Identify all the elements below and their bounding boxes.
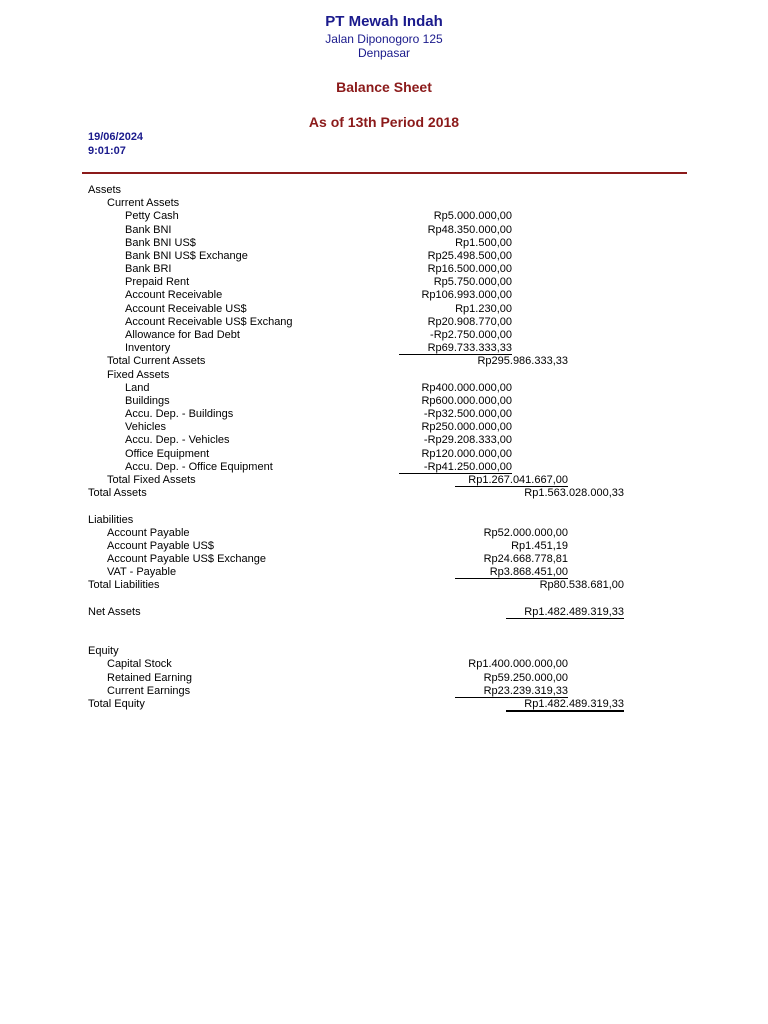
subtotal-underline (455, 578, 568, 579)
subtotal-underline (506, 618, 624, 619)
line-label: Account Payable US$ (107, 539, 215, 552)
line-label: Land (125, 381, 150, 394)
line-label: Allowance for Bad Debt (125, 328, 240, 341)
line-label: Accu. Dep. - Buildings (125, 408, 234, 421)
line-label: Current Earnings (107, 684, 191, 697)
line-label: Bank BNI US$ (125, 236, 196, 249)
print-date: 19/06/2024 (88, 131, 144, 143)
line-amount: Rp1.500,00 (455, 236, 512, 249)
line-amount: Rp3.868.451,00 (489, 566, 568, 579)
line-label: Bank BNI US$ Exchange (125, 249, 248, 262)
line-amount: Rp16.500.000,00 (427, 263, 512, 276)
line-label: Fixed Assets (107, 368, 170, 381)
line-amount: Rp5.750.000,00 (433, 276, 512, 289)
line-label: Accu. Dep. - Vehicles (125, 434, 230, 447)
line-label: Account Receivable US$ Exchang (125, 315, 293, 328)
subtotal-underline (399, 354, 512, 355)
line-amount: Rp400.000.000,00 (421, 381, 512, 394)
line-label: Office Equipment (125, 447, 210, 460)
line-label: Vehicles (125, 421, 166, 434)
line-label: Prepaid Rent (125, 276, 190, 289)
line-label: Account Payable (107, 526, 190, 539)
line-amount: Rp250.000.000,00 (421, 421, 512, 434)
line-label: Total Equity (88, 698, 145, 711)
line-amount: Rp120.000.000,00 (421, 447, 512, 460)
line-amount: Rp1.482.489.319,33 (524, 605, 624, 618)
line-amount: Rp59.250.000,00 (483, 671, 568, 684)
double-underline (506, 710, 624, 712)
subtotal-underline (455, 697, 568, 698)
line-label: Assets (88, 184, 122, 196)
line-amount: -Rp41.250.000,00 (423, 460, 512, 473)
line-label: Account Receivable US$ (125, 302, 247, 315)
line-amount: Rp69.733.333,33 (427, 342, 512, 355)
line-amount: Rp24.668.778,81 (483, 553, 568, 566)
line-label: Account Payable US$ Exchange (107, 553, 266, 566)
line-label: Total Liabilities (88, 579, 160, 592)
line-amount: Rp295.986.333,33 (477, 355, 568, 368)
line-label: Total Current Assets (107, 355, 206, 368)
line-label: Inventory (125, 342, 171, 355)
line-label: Accu. Dep. - Office Equipment (125, 460, 273, 473)
line-label: Bank BNI (125, 223, 172, 236)
line-amount: -Rp32.500.000,00 (423, 408, 512, 421)
line-amount: Rp23.239.319,33 (483, 684, 568, 697)
line-label: VAT - Payable (107, 566, 177, 579)
line-label: Net Assets (88, 605, 141, 618)
line-label: Total Assets (88, 487, 147, 500)
line-amount: Rp52.000.000,00 (483, 526, 568, 539)
address-line-1: Jalan Diponogoro 125 (325, 32, 443, 46)
print-time: 9:01:07 (88, 145, 126, 157)
line-amount: Rp1.230,00 (455, 302, 512, 315)
line-label: Capital Stock (107, 658, 172, 671)
report-period: As of 13th Period 2018 (308, 114, 460, 130)
line-label: Total Fixed Assets (107, 473, 196, 486)
line-amount: Rp25.498.500,00 (427, 249, 512, 262)
line-amount: Rp1.563.028.000,33 (524, 487, 624, 500)
report-title: Balance Sheet (336, 79, 432, 95)
line-amount: Rp600.000.000,00 (421, 394, 512, 407)
line-amount: Rp1.482.489.319,33 (524, 698, 624, 711)
line-amount: Rp20.908.770,00 (427, 315, 512, 328)
line-label: Petty Cash (125, 210, 179, 223)
line-label: Current Assets (107, 197, 180, 210)
line-amount: -Rp29.208.333,00 (423, 434, 512, 447)
line-amount: Rp1.267.041.667,00 (468, 473, 568, 486)
line-label: Liabilities (88, 513, 134, 526)
line-label: Account Receivable (125, 289, 223, 302)
line-amount: Rp1.451,19 (511, 539, 568, 552)
line-amount: Rp1.400.000.000,00 (468, 658, 568, 671)
line-amount: -Rp2.750.000,00 (430, 328, 512, 341)
line-label: Buildings (125, 394, 170, 407)
line-label: Bank BRI (125, 263, 172, 276)
line-amount: Rp48.350.000,00 (427, 223, 512, 236)
header-divider (82, 172, 687, 174)
subtotal-underline (455, 486, 568, 487)
line-label: Retained Earning (107, 671, 193, 684)
line-amount: Rp80.538.681,00 (539, 579, 624, 592)
company-name: PT Mewah Indah (325, 13, 443, 30)
line-amount: Rp106.993.000,00 (421, 289, 512, 302)
line-label: Equity (88, 645, 119, 658)
address-line-2: Denpasar (357, 46, 411, 60)
line-amount: Rp5.000.000,00 (433, 210, 512, 223)
subtotal-underline (399, 473, 512, 474)
